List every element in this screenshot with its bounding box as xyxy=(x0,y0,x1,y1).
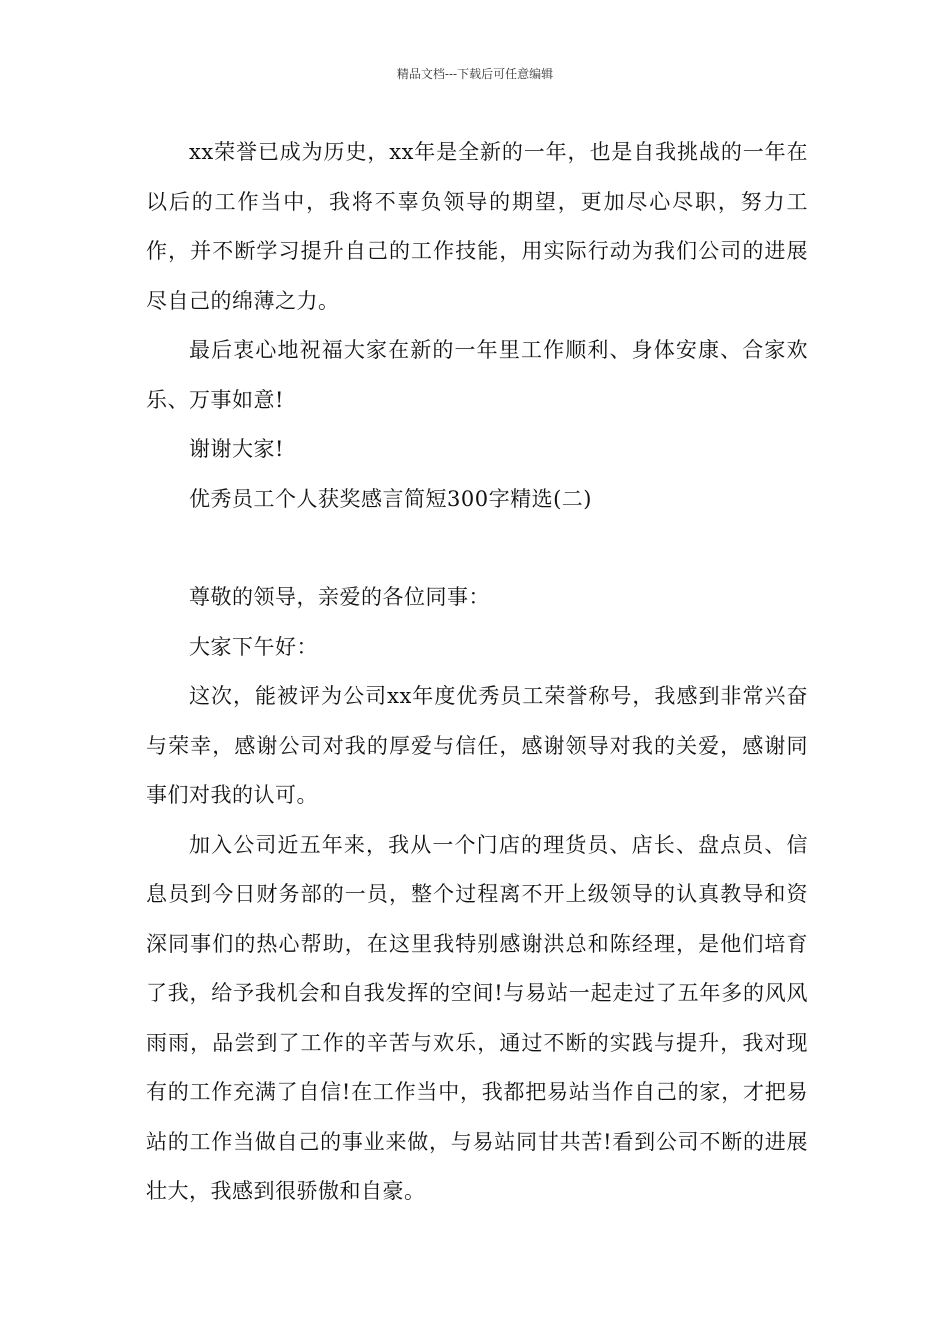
paragraph-experience: 加入公司近五年来，我从一个门店的理货员、店长、盘点员、信息员到今日财务部的一员，整个过程离不开上级领导的认真教导和资深同事们的热心帮助，在这里我特别感谢洪总和陈经理，是他们培育了我，给予我机会和自我发挥的空间!与易站一起走过了五年多的风风雨雨，品尝到了工作的辛苦与欢乐，通过不断的实践与提升，我对现有的工作充满了自信!在工作当中，我都把易站当作自己的家，才把易站的工作当做自己的事业来做，与易站同甘共苦!看到公司不断的进展壮大，我感到很骄傲和自豪。 xyxy=(146,832,808,1203)
page-header: 精品文档---下载后可任意编辑 xyxy=(396,67,554,81)
document-body xyxy=(146,128,808,1217)
blank-line xyxy=(146,524,808,573)
paragraph-thanks: 谢谢大家! xyxy=(189,437,284,461)
paragraph-salutation: 尊敬的领导，亲爱的各位同事： xyxy=(189,585,490,609)
paragraph-honor: 这次，能被评为公司xx年度优秀员工荣誉称号，我感到非常兴奋与荣幸，感谢公司对我的厚爱与信任，感谢领导对我的关爱，感谢同事们对我的认可。 xyxy=(146,684,808,807)
paragraph-closing-commitment: xx荣誉已成为历史，xx年是全新的一年，也是自我挑战的一年在以后的工作当中，我将不辜负领导的期望，更加尽心尽职，努力工作，并不断学习提升自己的工作技能，用实际行动为我们公司的进展尽自己的绵薄之力。 xyxy=(146,140,808,313)
paragraph-greeting: 大家下午好： xyxy=(189,634,318,659)
paragraph-blessing: 最后衷心地祝福大家在新的一年里工作顺利、身体安康、合家欢乐、万事如意! xyxy=(146,338,808,412)
section-heading: 优秀员工个人获奖感言简短300字精选(二) xyxy=(189,486,592,511)
